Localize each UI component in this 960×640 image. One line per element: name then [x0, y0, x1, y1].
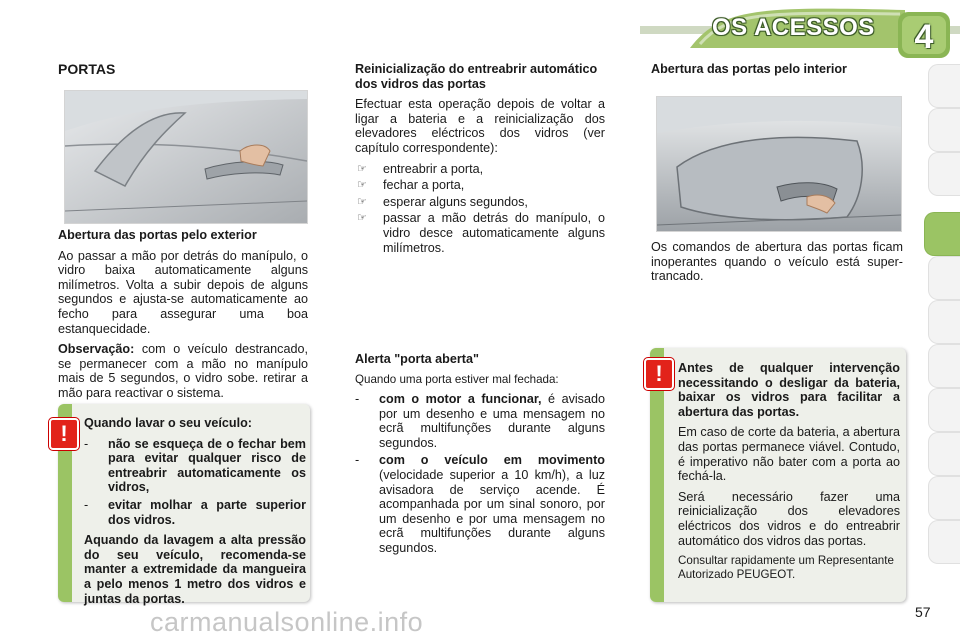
chapter-tab[interactable]: [928, 152, 960, 196]
chapter-title: OS ACESSOS: [712, 14, 875, 41]
battery-warning-content: [678, 361, 900, 587]
chapter-tab[interactable]: [928, 432, 960, 476]
door-open-alert-item: - com o motor a funcionar, é avisado por um desenho e uma mensagem no ecrã multifunções durante alguns segundos.: [355, 392, 605, 450]
battery-warning-p3: Consultar rapidamente um Representante Autorizado PEUGEOT.: [678, 554, 894, 581]
chapter-tab[interactable]: [928, 300, 960, 344]
chapter-tab[interactable]: [928, 344, 960, 388]
battery-warning-heading: Antes de qualquer intervenção necessitando o desligar da bateria, baixar os vidros para facilitar a abertura das portas.: [678, 361, 900, 419]
wash-warning-text: Aquando da lavagem a alta pressão do seu veículo, recomenda-se manter a extremidade da mangueira a pelo menos 1 metro dos vidros e juntas da portas.: [84, 533, 306, 606]
chapter-tab-active[interactable]: [924, 212, 960, 256]
page-number: 57: [915, 604, 931, 620]
reset-step: ☞ esperar alguns segundos,: [357, 194, 528, 209]
note-paragraph: [58, 342, 308, 400]
wash-warning-content: [84, 416, 306, 612]
pointing-hand-icon: ☞: [357, 195, 367, 208]
wash-warning-heading: Quando lavar o seu veículo:: [84, 416, 252, 430]
chapter-number: 4: [914, 18, 934, 56]
chapter-tab[interactable]: [928, 64, 960, 108]
reset-text: Efectuar esta operação depois de voltar a ligar a bateria e a reinicialização dos elevadores eléctricos dos vidros (ver capítulo correspondente):: [355, 97, 605, 155]
wash-warning-item: - evitar molhar a parte superior dos vidros.: [84, 497, 306, 527]
note-label: Observação:: [58, 342, 135, 357]
door-open-alert-item: - com o veículo em movimento (velocidade superior a 10 km/h), a luz avisadora de serviço acende. É acompanhada por um sinal sonoro, por um desenho e por uma mensagem no ecrã multifunções durante alguns segundos.: [355, 453, 605, 556]
door-open-alert-heading: Alerta "porta aberta": [355, 352, 479, 366]
reset-step: ☞ passar a mão detrás do manípulo, o vidro desce automaticamente alguns milímetros.: [357, 211, 605, 255]
chapter-tab[interactable]: [928, 388, 960, 432]
note-text: com o veículo destrancado, se permanecer com a mão no manípulo mais de 5 segundos, o vidro sobe. retirar a mão para reactivar o sistema.: [58, 342, 308, 400]
watermark: carmanualsonline.info: [150, 607, 424, 637]
interior-opening-heading: Abertura das portas pelo interior: [651, 62, 847, 76]
chapter-tab[interactable]: [928, 256, 960, 300]
reset-step: ☞ fechar a porta,: [357, 178, 465, 193]
door-open-alert-intro: Quando uma porta estiver mal fechada:: [355, 372, 559, 386]
chapter-tab[interactable]: [928, 520, 960, 564]
pointing-hand-icon: ☞: [357, 162, 367, 175]
section-title: PORTAS: [58, 61, 116, 77]
battery-warning-p1: Em caso de corte da bateria, a abertura das portas permanece viável. Contudo, é imperativo não bater com a porta ao fechá-la.: [678, 425, 900, 484]
battery-warning-p2: Será necessário fazer uma reinicialização dos elevadores eléctricos dos vidros e do entreabrir automático dos vidros das portas.: [678, 489, 900, 548]
interior-door-handle-photo: [656, 96, 902, 232]
exterior-door-handle-photo: [64, 90, 308, 224]
pointing-hand-icon: ☞: [357, 212, 367, 225]
chapter-tab[interactable]: [928, 476, 960, 520]
chapter-tab[interactable]: [928, 108, 960, 152]
pointing-hand-icon: ☞: [357, 179, 367, 192]
warning-icon: !: [644, 358, 674, 390]
interior-opening-text: Os comandos de abertura das portas ficam inoperantes quando o veículo está super-trancado.: [651, 240, 903, 284]
exterior-opening-text: Ao passar a mão por detrás do manípulo, o vidro baixa automaticamente alguns milímetros. Volta a subir depois de alguns segundos e ajusta-se automaticamente ao fecho para assegurar uma boa estanquecidade.: [58, 248, 308, 336]
wash-warning-item: - não se esqueça de o fechar bem para evitar qualquer risco de entreabrir automaticamente os vidros,: [84, 436, 306, 495]
warning-icon: !: [49, 418, 79, 450]
reset-step: ☞ entreabrir a porta,: [357, 161, 484, 176]
exterior-opening-heading: Abertura das portas pelo exterior: [58, 228, 257, 242]
reset-heading: Reinicialização do entreabrir automático dos vidros das portas: [355, 62, 598, 91]
